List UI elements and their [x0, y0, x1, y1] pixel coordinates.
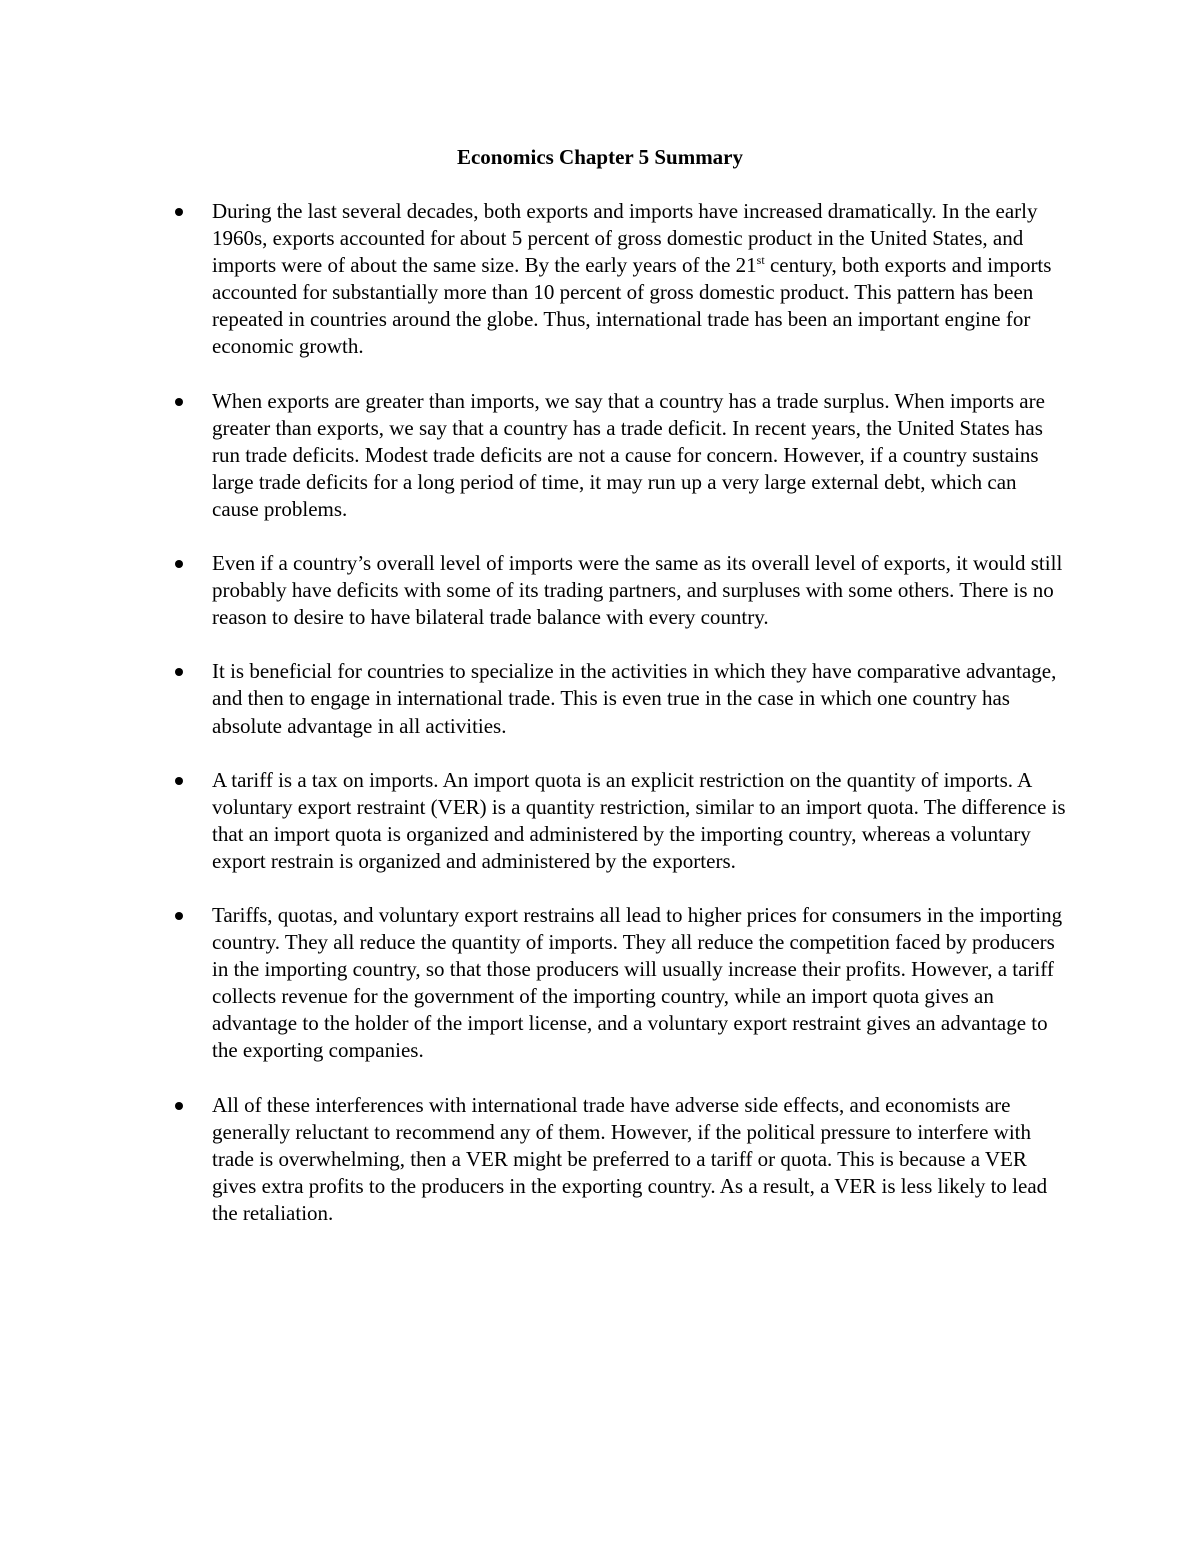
bullet-text: Tariffs, quotas, and voluntary export restrains all lead to higher prices for consumers in the importing country. They all reduce the quantity of imports. They all reduce the competition faced by producers in the importing country, so that those producers will usually increase their profits. However, a tariff collects revenue for the government of the importing country, while an import quota gives an advantage to the holder of the import license, and a voluntary export restraint gives an advantage to the exporting companies. [212, 902, 1063, 1063]
superscript: st [756, 253, 765, 268]
bullet-text: A tariff is a tax on imports. An import quota is an explicit restriction on the quantity of imports. A voluntary export restraint (VER) is a quantity restriction, similar to an import quota. The difference is that an import quota is organized and administered by the importing country, whereas a voluntary export restrain is organized and administered by the exporters. [212, 767, 1066, 873]
document-title: Economics Chapter 5 Summary [456, 145, 744, 169]
bullet-point-icon [175, 912, 183, 920]
bullet-text: It is beneficial for countries to specialize in the activities in which they have comparative advantage, and then to engage in international trade. This is even true in the case in which one country has absolute advantage in all activities. [212, 659, 1057, 738]
bullet-point-icon [175, 668, 183, 676]
bullet-text: Even if a country’s overall level of imports were the same as its overall level of exports, it would still probably have deficits with some of its trading partners, and surpluses with some others. There is no reason to desire to have bilateral trade balance with every country. [212, 551, 1063, 630]
bullet-text-part: During the last several decades, both exports and imports have increased dramatically. In the early 1960s, exports accounted for about 5 percent of gross domestic product in the United States, and imports were of about the same size. By the early years of the 21 [212, 199, 1038, 278]
list-item [166, 1092, 1066, 1227]
list-item [166, 550, 1066, 631]
bullet-text: When exports are greater than imports, we say that a country has a trade surplus. When imports are greater than exports, we say that a country has a trade deficit. In recent years, the United States has run trade deficits. Modest trade deficits are not a cause for concern. However, if a country sustains large trade deficits for a long period of time, it may run up a very large external debt, which can cause problems. [212, 388, 1045, 521]
list-item [166, 658, 1066, 739]
bullet-point-icon [175, 1102, 183, 1110]
bullet-point-icon [175, 777, 183, 785]
bullet-point-icon [175, 398, 183, 406]
list-item [166, 902, 1066, 1065]
bullet-text: All of these interferences with international trade have adverse side effects, and economists are generally reluctant to recommend any of them. However, if the political pressure to interfere with trade is overwhelming, then a VER might be preferred to a tariff or quota. This is because a VER gives extra profits to the producers in the exporting country. As a result, a VER is less likely to lead the retaliation. [212, 1092, 1048, 1225]
list-item [166, 767, 1066, 875]
bullet-point-icon [175, 208, 183, 216]
bullet-list [166, 198, 1066, 1254]
list-item [166, 388, 1066, 523]
list-item [166, 198, 1066, 361]
bullet-text [212, 198, 1066, 361]
bullet-text-part: century, both exports and imports accounted for substantially more than 10 percent of gross domestic product. This pattern has been repeated in countries around the globe. Thus, international trade has been an important engine for economic growth. [212, 253, 1052, 359]
bullet-point-icon [175, 560, 183, 568]
